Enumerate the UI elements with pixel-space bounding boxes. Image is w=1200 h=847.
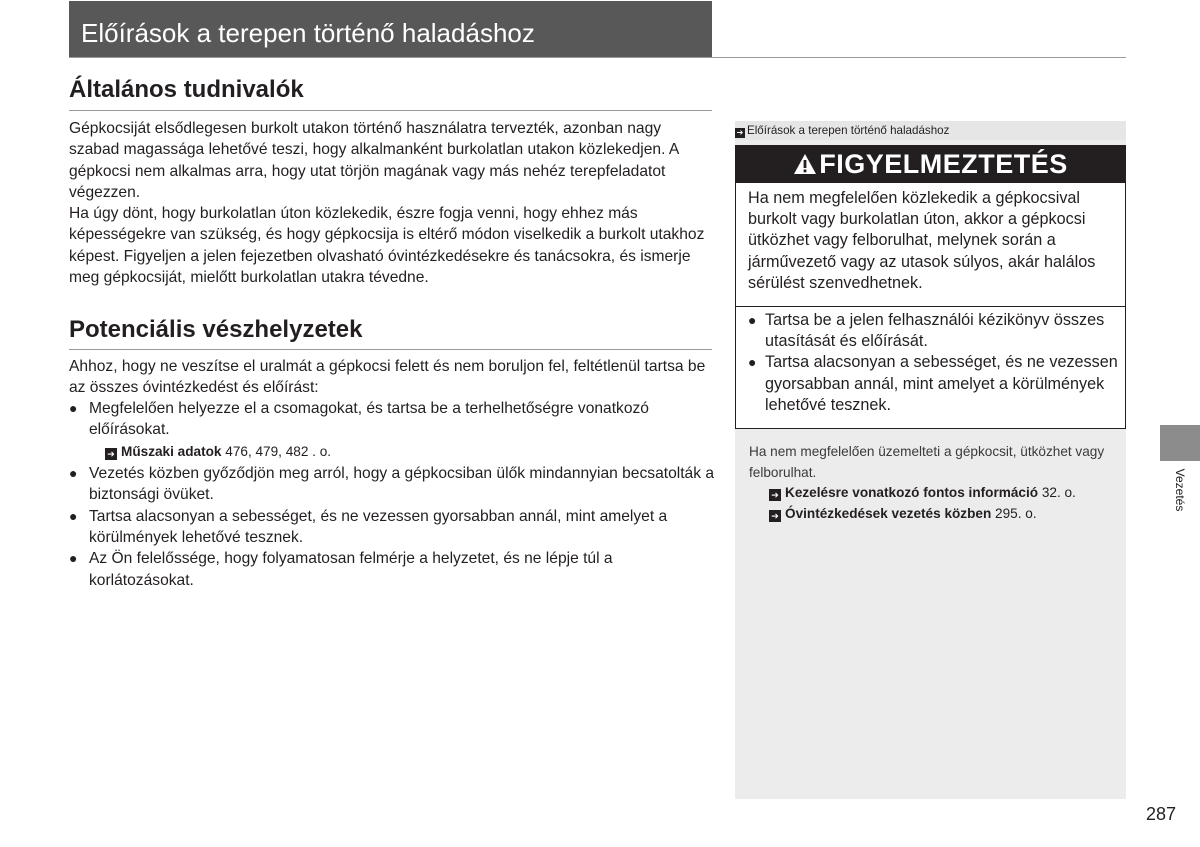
bullet-icon: ● (748, 354, 757, 371)
hazards-heading: Potenciális vészhelyzetek (69, 316, 363, 343)
hazards-heading-divider (69, 349, 712, 350)
cross-reference-pages: 32. o. (1038, 485, 1076, 500)
list-item: ● Vezetés közben győződjön meg arról, hogy a gépkocsiban ülők mindannyian becsatolták a biztonsági övüket. (69, 464, 715, 504)
cross-reference-pages: 295. o. (991, 506, 1037, 521)
arrow-right-icon: ➔ (769, 489, 781, 501)
cross-reference[interactable] (89, 441, 714, 463)
bullet-icon: ● (748, 312, 757, 328)
sidebar-header-text: Előírások a terepen történő haladáshoz (747, 124, 950, 137)
bullet-icon: ● (69, 400, 78, 416)
cross-reference-label[interactable]: Kezelésre vonatkozó fontos információ (785, 485, 1039, 500)
list-item: ● Tartsa be a jelen felhasználói kézikönyv összes utasítását és előírását. (748, 311, 1105, 351)
bullet-icon: ● (69, 550, 78, 567)
warning-title: FIGYELMEZTETÉS (819, 149, 1068, 179)
arrow-right-icon: ➔ (769, 510, 781, 522)
warning-divider (736, 306, 1125, 307)
general-heading-divider (69, 110, 712, 111)
cross-reference-pages: 476, 479, 482 . o. (221, 443, 332, 459)
warning-text: Ha nem megfelelően közlekedik a gépkocsival burkolt vagy burkolatlan úton, akkor a gépkocsi ütközhet vagy felborulhat, melynek során a járművezető vagy az utasok súlyos, akár halálos sérülést szenvedhetnek. (748, 189, 1096, 292)
chapter-tab-label-wrap (1160, 460, 1200, 520)
hazards-intro: Ahhoz, hogy ne veszítse el uralmát a gépkocsi felett és nem boruljon fel, feltétlenül tartsa be az összes óvintézkedést és előírást: (69, 358, 706, 397)
chapter-tab-label: Vezetés (1173, 468, 1187, 512)
section-title-bar (69, 1, 712, 57)
warning-header (736, 146, 1125, 183)
cross-reference-label[interactable]: Óvintézkedések vezetés közben (785, 506, 992, 521)
hazards-list (69, 398, 714, 591)
title-divider (69, 57, 1126, 58)
cross-reference-label[interactable]: Műszaki adatok (121, 443, 222, 459)
cross-reference[interactable] (769, 482, 1076, 503)
general-paragraph-2: Ha úgy dönt, hogy burkolatlan úton közlekedik, észre fogja venni, hogy ehhez más képességekre van szükség, és hogy gépkocsija is eltérő módon viselkedik a burkolt utakhoz képest. Figyeljen a jelen fejezetben olvasható óvintézkedésekre és tanácsokra, és ismerje meg gépkocsiját, mielőtt burkolatlan utakra tévedne. (69, 205, 705, 287)
list-item: ● Megfelelően helyezze el a csomagokat, és tartsa be a terhelhetőségre vonatkozó előírásokat. ➔ Műszaki adatok 476, 479, 482 . o. (69, 398, 714, 463)
bullet-icon: ● (69, 464, 78, 481)
warning-box (735, 145, 1126, 429)
sidebar-cross-references (769, 482, 1076, 524)
list-item: ● Tartsa alacsonyan a sebességet, és ne vezessen gyorsabban annál, mint amelyet a körülmények lehetővé tesznek. (69, 507, 668, 547)
warning-list (748, 310, 1118, 416)
general-heading: Általános tudnivalók (69, 76, 304, 103)
bullet-icon: ● (69, 507, 78, 524)
list-item: ● Tartsa alacsonyan a sebességet, és ne vezessen gyorsabban annál, mint amelyet a körülmények lehetővé tesznek. (748, 353, 1118, 414)
sidebar-note: Ha nem megfelelően üzemelteti a gépkocsit, ütközhet vagy felborulhat. (749, 444, 1105, 480)
cross-reference[interactable] (769, 503, 1076, 524)
sidebar-header (735, 121, 1126, 140)
arrow-right-icon: ➔ (105, 448, 117, 460)
chapter-tab[interactable] (1160, 425, 1200, 461)
arrow-right-icon: ➔ (736, 128, 744, 137)
section-title: Előírások a terepen történő haladáshoz (81, 18, 535, 48)
page-number: 287 (1146, 804, 1177, 824)
warning-triangle-icon (793, 153, 817, 175)
general-paragraph-1: Gépkocsiját elsődlegesen burkolt utakon történő használatra tervezték, azonban nagy szabad magassága lehetővé teszi, hogy alkalmanként burkolatlan utakon közlekedjen. A gépkocsi nem alkalmas arra, hogy utat törjön magának vagy más nehéz terepfeladatot végezzen. (69, 120, 679, 202)
list-item: ● Az Ön felelőssége, hogy folyamatosan felmérje a helyzetet, és ne lépje túl a korlátozásokat. (69, 550, 613, 589)
